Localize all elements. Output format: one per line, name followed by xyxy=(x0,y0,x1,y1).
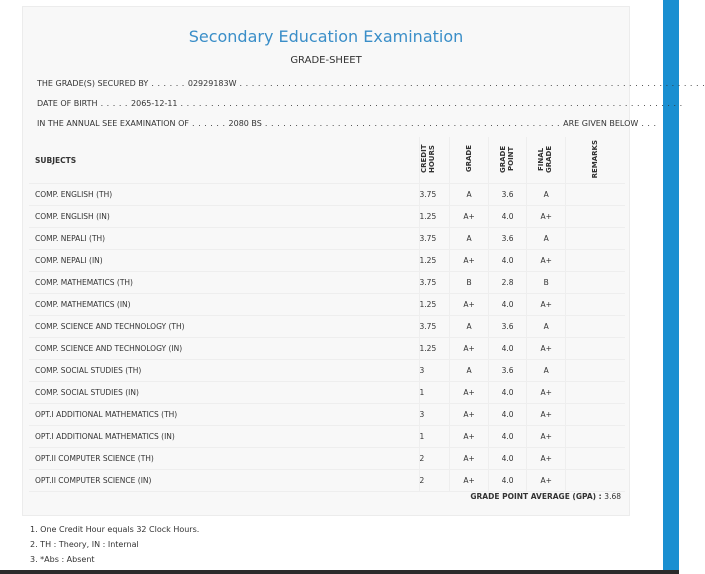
table-row xyxy=(29,228,625,250)
grade-cell: A+ xyxy=(450,470,488,492)
credit-hours-cell: 1.25 xyxy=(419,338,450,360)
header-remarks-cell xyxy=(565,137,625,184)
grade-point-cell: 4.0 xyxy=(488,448,527,470)
credit-hours-cell: 1 xyxy=(419,382,450,404)
grade-rows xyxy=(29,184,625,492)
dob-line: DATE OF BIRTH . . . . . 2065-12-11 . . . . . . . . . . . . . . . . . . . . . . . . . . . . . . . . . . . . . . . . . . . . . . . . . . . . . . . . . . . . . . . . . . . . . . . . . . . . . . . . . . . xyxy=(37,99,683,108)
remarks-cell xyxy=(565,404,625,426)
credit-hours-cell: 3 xyxy=(419,404,450,426)
credit-hours-cell: 1.25 xyxy=(419,250,450,272)
remarks-cell xyxy=(565,382,625,404)
table-row xyxy=(29,426,625,448)
header-subjects: SUBJECTS xyxy=(29,137,419,184)
secured-by-line: THE GRADE(S) SECURED BY . . . . . . 02929183W . . . . . . . . . . . . . . . . . . . . . . . . . . . . . . . . . . . . . . . . . . . . . . . . . . . . . . . . . . . . . . . . . . . . . . . . . . . . . xyxy=(37,79,705,88)
secured-by-label: THE GRADE(S) SECURED BY xyxy=(37,79,149,88)
table-row xyxy=(29,448,625,470)
subject-cell: COMP. SOCIAL STUDIES (IN) xyxy=(29,382,419,404)
remarks-cell xyxy=(565,272,625,294)
header-grade-point: GRADE POINT xyxy=(498,145,515,173)
table-row xyxy=(29,206,625,228)
final-grade-cell: A+ xyxy=(527,470,566,492)
final-grade-cell: A+ xyxy=(527,250,566,272)
grade-cell: A xyxy=(450,184,488,206)
credit-hours-cell: 3.75 xyxy=(419,272,450,294)
grade-cell: A+ xyxy=(450,206,488,228)
grade-point-cell: 3.6 xyxy=(488,360,527,382)
grade-cell: A+ xyxy=(450,294,488,316)
remarks-cell xyxy=(565,338,625,360)
grade-point-cell: 3.6 xyxy=(488,228,527,250)
credit-hours-cell: 2 xyxy=(419,470,450,492)
header-remarks: REMARKS xyxy=(591,139,600,179)
subject-cell: COMP. SOCIAL STUDIES (TH) xyxy=(29,360,419,382)
grade-cell: A+ xyxy=(450,426,488,448)
header-grade-point-cell xyxy=(488,137,527,184)
bottom-edge xyxy=(0,570,679,574)
grade-cell: A+ xyxy=(450,250,488,272)
grade-cell: A+ xyxy=(450,338,488,360)
grade-point-cell: 4.0 xyxy=(488,404,527,426)
subject-cell: OPT.II COMPUTER SCIENCE (TH) xyxy=(29,448,419,470)
grade-point-cell: 4.0 xyxy=(488,338,527,360)
credit-hours-cell: 3.75 xyxy=(419,316,450,338)
grade-point-cell: 4.0 xyxy=(488,250,527,272)
subject-cell: COMP. NEPALI (TH) xyxy=(29,228,419,250)
grade-point-cell: 2.8 xyxy=(488,272,527,294)
credit-hours-cell: 1.25 xyxy=(419,206,450,228)
exam-label: IN THE ANNUAL SEE EXAMINATION OF xyxy=(37,119,189,128)
remarks-cell xyxy=(565,294,625,316)
subject-cell: OPT.I ADDITIONAL MATHEMATICS (TH) xyxy=(29,404,419,426)
table-row xyxy=(29,404,625,426)
subject-cell: COMP. ENGLISH (IN) xyxy=(29,206,419,228)
header-final-grade-cell xyxy=(527,137,566,184)
grade-cell: B xyxy=(450,272,488,294)
final-grade-cell: B xyxy=(527,272,566,294)
subject-cell: COMP. SCIENCE AND TECHNOLOGY (IN) xyxy=(29,338,419,360)
remarks-cell xyxy=(565,470,625,492)
grade-point-cell: 3.6 xyxy=(488,184,527,206)
table-row xyxy=(29,316,625,338)
table-row xyxy=(29,338,625,360)
given-below-label: ARE GIVEN BELOW xyxy=(563,119,639,128)
subject-cell: COMP. NEPALI (IN) xyxy=(29,250,419,272)
note-item: 3. *Abs : Absent xyxy=(30,555,95,564)
credit-hours-cell: 1.25 xyxy=(419,294,450,316)
grade-cell: A+ xyxy=(450,448,488,470)
grades-table xyxy=(29,137,625,492)
exam-year: 2080 BS xyxy=(228,119,262,128)
remarks-cell xyxy=(565,426,625,448)
note-item: 1. One Credit Hour equals 32 Clock Hours. xyxy=(30,525,200,534)
final-grade-cell: A+ xyxy=(527,382,566,404)
remarks-cell xyxy=(565,360,625,382)
grade-sheet xyxy=(22,6,705,516)
grade-cell: A+ xyxy=(450,404,488,426)
subject-cell: OPT.II COMPUTER SCIENCE (IN) xyxy=(29,470,419,492)
remarks-cell xyxy=(565,228,625,250)
final-grade-cell: A+ xyxy=(527,338,566,360)
dob-label: DATE OF BIRTH xyxy=(37,99,98,108)
final-grade-cell: A xyxy=(527,228,566,250)
table-row xyxy=(29,360,625,382)
remarks-cell xyxy=(565,316,625,338)
grade-point-cell: 4.0 xyxy=(488,470,527,492)
final-grade-cell: A xyxy=(527,184,566,206)
final-grade-cell: A+ xyxy=(527,206,566,228)
final-grade-cell: A+ xyxy=(527,448,566,470)
credit-hours-cell: 1 xyxy=(419,426,450,448)
table-row xyxy=(29,250,625,272)
subject-cell: COMP. ENGLISH (TH) xyxy=(29,184,419,206)
footnotes xyxy=(30,522,199,567)
final-grade-cell: A+ xyxy=(527,404,566,426)
grade-point-cell: 4.0 xyxy=(488,206,527,228)
remarks-cell xyxy=(565,250,625,272)
grade-point-cell: 3.6 xyxy=(488,316,527,338)
gpa-line xyxy=(470,492,621,501)
grade-point-cell: 4.0 xyxy=(488,294,527,316)
gpa-label: GRADE POINT AVERAGE (GPA) : xyxy=(470,492,602,501)
grade-cell: A xyxy=(450,360,488,382)
table-row xyxy=(29,470,625,492)
remarks-cell xyxy=(565,184,625,206)
table-row xyxy=(29,382,625,404)
gpa-value: 3.68 xyxy=(604,492,621,501)
table-row xyxy=(29,294,625,316)
credit-hours-cell: 3.75 xyxy=(419,184,450,206)
table-row xyxy=(29,272,625,294)
subject-cell: COMP. SCIENCE AND TECHNOLOGY (TH) xyxy=(29,316,419,338)
exam-line: IN THE ANNUAL SEE EXAMINATION OF . . . . . . 2080 BS . . . . . . . . . . . . . . . . . . . . . . . . . . . . . . . . . . . . . . . . . . . . . . . . . ARE GIVEN BELOW . . . xyxy=(37,119,657,128)
symbol-number: 02929183W xyxy=(187,79,237,88)
header-final-grade: FINAL GRADE xyxy=(537,145,554,173)
dob-value: 2065-12-11 xyxy=(131,99,178,108)
header-grade-cell xyxy=(450,137,488,184)
table-row xyxy=(29,184,625,206)
credit-hours-cell: 3 xyxy=(419,360,450,382)
grade-point-cell: 4.0 xyxy=(488,426,527,448)
exam-title: Secondary Education Examination xyxy=(188,27,464,46)
final-grade-cell: A xyxy=(527,316,566,338)
final-grade-cell: A xyxy=(527,360,566,382)
subject-cell: OPT.I ADDITIONAL MATHEMATICS (IN) xyxy=(29,426,419,448)
subject-cell: COMP. MATHEMATICS (IN) xyxy=(29,294,419,316)
credit-hours-cell: 3.75 xyxy=(419,228,450,250)
header-grade: GRADE xyxy=(465,145,474,173)
remarks-cell xyxy=(565,448,625,470)
header-credit-hours: CREDIT HOURS xyxy=(419,144,436,174)
header-credit-hours-cell xyxy=(419,137,450,184)
grade-cell: A+ xyxy=(450,382,488,404)
table-header-row xyxy=(29,137,625,184)
note-item: 2. TH : Theory, IN : Internal xyxy=(30,540,139,549)
grade-cell: A xyxy=(450,316,488,338)
sheet-subtitle: GRADE-SHEET xyxy=(290,55,362,66)
remarks-cell xyxy=(565,206,625,228)
grade-cell: A xyxy=(450,228,488,250)
final-grade-cell: A+ xyxy=(527,426,566,448)
subject-cell: COMP. MATHEMATICS (TH) xyxy=(29,272,419,294)
credit-hours-cell: 2 xyxy=(419,448,450,470)
final-grade-cell: A+ xyxy=(527,294,566,316)
grade-point-cell: 4.0 xyxy=(488,382,527,404)
